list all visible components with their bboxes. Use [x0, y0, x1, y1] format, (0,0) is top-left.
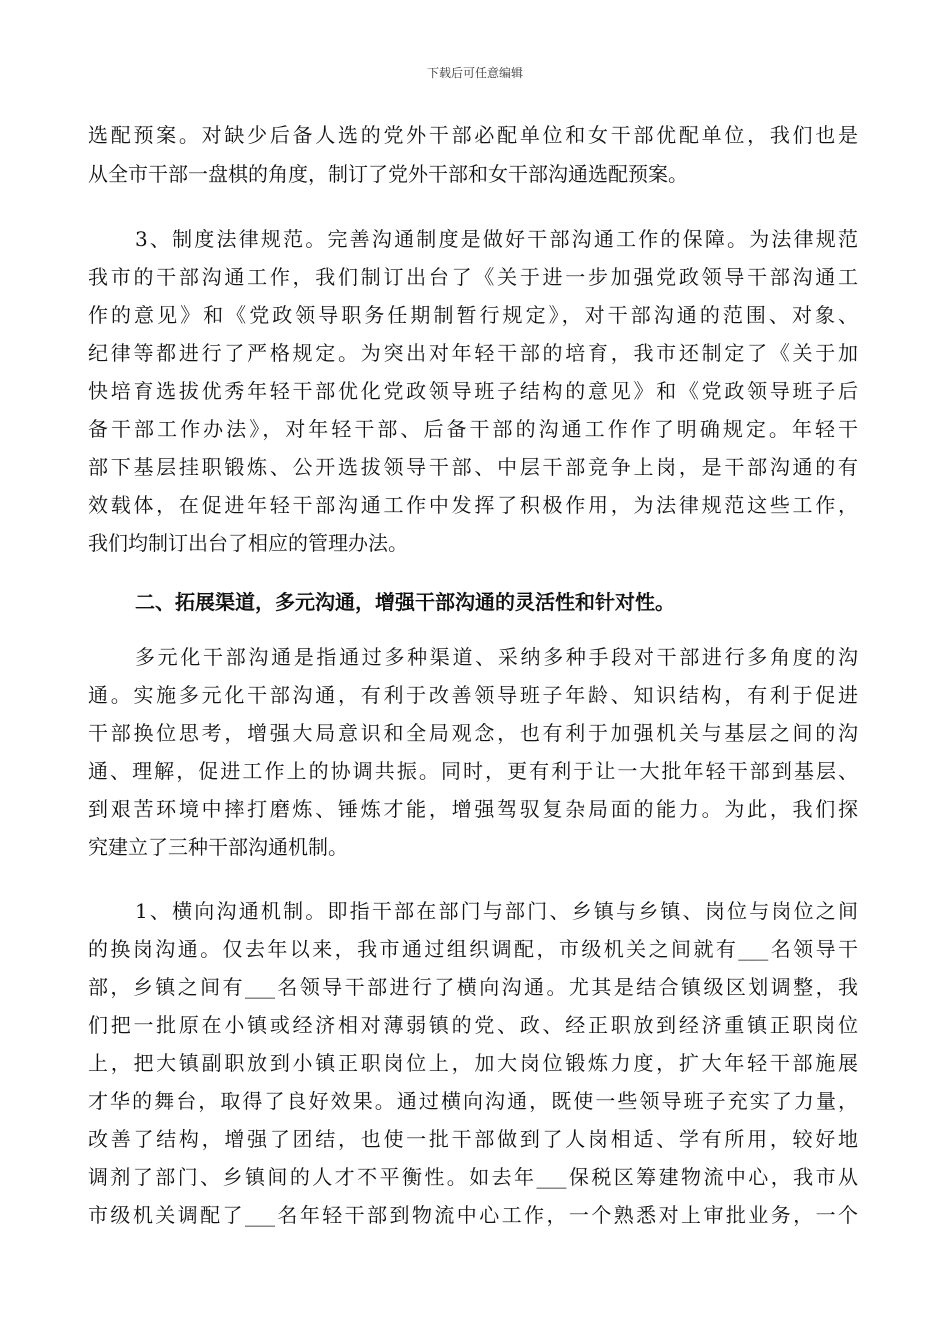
text-line: 部下基层挂职锻炼、公开选拔领导干部、中层干部竞争上岗，是干部沟通的有 [88, 455, 858, 479]
text-line: 备干部工作办法》，对年轻干部、后备干部的沟通工作作了明确规定。年轻干 [88, 417, 858, 441]
text-line: 调剂了部门、乡镇间的人才不平衡性。如去年___保税区筹建物流中心，我市从 [88, 1165, 858, 1189]
text-line: 改善了结构，增强了团结，也使一批干部做到了人岗相适、学有所用，较好地 [88, 1127, 858, 1151]
text-line: 部，乡镇之间有___名领导干部进行了横向沟通。尤其是结合镇级区划调整，我 [88, 975, 858, 999]
text-line: 上，把大镇副职放到小镇正职岗位上，加大岗位锻炼力度，扩大年轻干部施展 [88, 1051, 858, 1075]
text-line: 我们均制订出台了相应的管理办法。 [88, 531, 408, 555]
text-line: 1、横向沟通机制。即指干部在部门与部门、乡镇与乡镇、岗位与岗位之间 [135, 899, 858, 923]
text-line: 才华的舞台，取得了良好效果。通过横向沟通，既使一些领导班子充实了力量， [88, 1089, 858, 1113]
text-line: 通、理解，促进工作上的协调共振。同时，更有利于让一大批年轻干部到基层、 [88, 759, 858, 783]
text-line: 通。实施多元化干部沟通，有利于改善领导班子年龄、知识结构，有利于促进 [88, 683, 858, 707]
text-line: 选配预案。对缺少后备人选的党外干部必配单位和女干部优配单位，我们也是 [88, 123, 858, 147]
text-line: 从全市干部一盘棋的角度，制订了党外干部和女干部沟通选配预案。 [88, 162, 688, 186]
section-heading: 二、拓展渠道，多元沟通，增强干部沟通的灵活性和针对性。 [135, 590, 675, 614]
text-line: 干部换位思考，增强大局意识和全局观念，也有利于加强机关与基层之间的沟 [88, 721, 858, 745]
text-line: 我市的干部沟通工作，我们制订出台了《关于进一步加强党政领导干部沟通工 [88, 265, 858, 289]
page-header: 下载后可任意编辑 [426, 66, 523, 80]
text-line: 多元化干部沟通是指通过多种渠道、采纳多种手段对干部进行多角度的沟 [135, 645, 858, 669]
text-line: 快培育选拔优秀年轻干部优化党政领导班子结构的意见》和《党政领导班子后 [88, 379, 858, 403]
text-line: 市级机关调配了___名年轻干部到物流中心工作，一个熟悉对上审批业务，一个 [88, 1203, 858, 1227]
text-line: 的换岗沟通。仅去年以来，我市通过组织调配，市级机关之间就有___名领导干 [88, 937, 858, 961]
text-line: 纪律等都进行了严格规定。为突出对年轻干部的培育，我市还制定了《关于加 [88, 341, 858, 365]
text-line: 到艰苦环境中摔打磨炼、锤炼才能，增强驾驭复杂局面的能力。为此，我们探 [88, 797, 858, 821]
text-line: 作的意见》和《党政领导职务任期制暂行规定》，对干部沟通的范围、对象、 [88, 303, 858, 327]
text-line: 效载体，在促进年轻干部沟通工作中发挥了积极作用，为法律规范这些工作， [88, 493, 858, 517]
text-line: 们把一批原在小镇或经济相对薄弱镇的党、政、经正职放到经济重镇正职岗位 [88, 1013, 858, 1037]
text-line: 3、制度法律规范。完善沟通制度是做好干部沟通工作的保障。为法律规范 [135, 227, 858, 251]
text-line: 究建立了三种干部沟通机制。 [88, 835, 348, 859]
